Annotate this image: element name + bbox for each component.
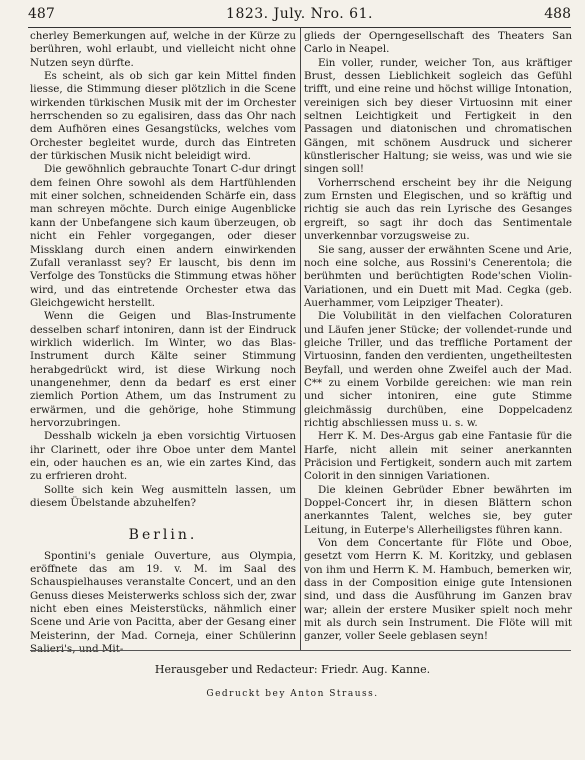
paragraph: Wenn die Geigen und Blas-Instrumente desselben scharf intoniren, dann ist der Eindruck wirklich widerlich. Im Winter, wo das Blas-Instrument durch Kälte seiner Stimmung herabgedrückt wird, ist diese Wirkung noch unangenehmer, denn da bedarf es erst einer ziemlich Portion Athem, um das Instrument zu erwärmen, und die gehörige, hohe Stimmung hervorzubringen. — [30, 310, 296, 429]
footer-rule — [30, 650, 571, 651]
paragraph: Herr K. M. Des-Argus gab eine Fantasie für die Harfe, nicht allein mit seiner anerkannten Präcision und Fertigkeit, sondern auch mit zartem Colorit in den sinnigen Variationen. — [304, 430, 572, 483]
printer-line: Gedruckt bey Anton Strauss. — [206, 689, 379, 699]
paragraph: Desshalb wickeln ja eben vorsichtig Virtuosen ihr Clarinett, oder ihre Oboe unter dem Mantel ein, oder hauchen es an, wie ein zartes Kind, das zu erfrieren droht. — [30, 430, 296, 483]
right-column — [304, 30, 572, 644]
column-divider — [300, 28, 301, 650]
section-heading: Berlin. — [128, 527, 198, 544]
paragraph: Vorherrschend erscheint bey ihr die Neigung zum Ernsten und Elegischen, und so kräftig und richtig sie auch das rein Lyrische des Gesanges ergreift, so sagt ihr doch das Sentimentale unverkennbar vorzugsweise zu. — [304, 176, 572, 243]
paragraph: Die kleinen Gebrüder Ebner bewährten im Doppel-Concert ihr, in diesen Blättern schon anerkanntes Talent, welches sie, bey guter Leitung, in Euterpe's Allerheiligstes führen kann. — [304, 483, 572, 536]
paragraph: Die gewöhnlich gebrauchte Tonart C-dur dringt dem feinen Ohre sowohl als dem Hartfühlenden mit einer solchen, schneidenden Schärfe ein, dass man schreyen möchte. Durch einige Augenblicke kann der Unbefangene sich kaum überzeugen, ob nicht ein Fehler vorgegangen, oder dieser Missklang durch einen andern einwirkenden Zufall veranlasst sey? Er lauscht, bis denn im Verfolge des Tonstücks die Stimmung etwas höher wird, und das eintretende Orchester etwa das Gleichgewicht herstellt. — [30, 163, 296, 309]
paragraph: cherley Bemerkungen auf, welche in der Kürze zu berühren, wohl erlaubt, und vielleicht nicht ohne Nutzen seyn dürfte. — [30, 30, 296, 69]
paragraph: Spontini's geniale Ouverture, aus Olympia, eröffnete das am 19. v. M. im Saal des Schauspielhauses veranstalte Concert, und an den Genuss dieses Meisterwerks schloss sich der, zwar nicht eben eines Meisterstücks, nähmlich einer Scene und Arie von Pacitta, aber der Gesang einer Meisterinn, der Mad. Corneja, einer Schülerinn Salieri's, und Mit- — [30, 549, 296, 656]
paragraph: Sollte sich kein Weg ausmitteln lassen, um diesem Übelstande abzuhelfen? — [30, 483, 296, 510]
paragraph: Sie sang, ausser der erwähnten Scene und Arie, noch eine solche, aus Rossini's Cenerentola; die berühmten und berüchtigten Rode'schen Violin-Variationen, und ein Duett mit Mad. Cegka (geb. Auerhammer, vom Leipziger Theater). — [304, 243, 572, 309]
issue-date: 1823. July. Nro. 61. — [226, 6, 373, 22]
page-number-left: 487 — [28, 6, 55, 22]
paragraph: glieds der Operngesellschaft des Theaters San Carlo in Neapel. — [304, 30, 572, 56]
editor-line: Herausgeber und Redacteur: Friedr. Aug. Kanne. — [154, 663, 431, 676]
paragraph: Die Volubilität in den vielfachen Coloraturen und Läufen jener Stücke; der vollendet-runde und gleiche Triller, und das treffliche Portament der Virtuosinn, fanden den verdienten, ungetheiltesten Beyfall, und werden ohne Zweifel auch der Mad. C** zu einem Vorbilde gereichen: wie man rein und sicher intoniren, eine gute Stimme gleichmässig durchüben, eine Doppelcadenz richtig abschliessen muss u. s. w. — [304, 310, 572, 429]
page-header — [28, 6, 571, 26]
page-number-right: 488 — [544, 6, 571, 22]
paragraph: Es scheint, als ob sich gar kein Mittel finden liesse, die Stimmung dieser plötzlich in die Scene wirkenden türkischen Musik mit der im Orchester herrschenden so zu egalisiren, dass das Ohr nach dem Aufhören eines Gesangstücks, welches vom Orchester begleitet wurde, durch das Eintreten der türkischen Musik nicht beleidigt wird. — [30, 70, 296, 163]
paragraph: Von dem Concertante für Flöte und Oboe, gesetzt vom Herrn K. M. Koritzky, und geblasen von ihm und Herrn K. M. Hambuch, bemerken wir, dass in der Composition einige gute Intensionen sind, und dass die Ausführung im Ganzen brav war; allein der erstere Musiker spielt noch mehr mit als durch sein Instrument. Die Flöte will mit ganzer, voller Seele geblasen seyn! — [304, 537, 572, 643]
left-column — [30, 30, 296, 656]
paragraph: Ein voller, runder, weicher Ton, aus kräftiger Brust, dessen Lieblichkeit sogleich das Gefühl trifft, und eine reine und höchst willige Intonation, vereinigen sich bey dieser Virtuosinn mit einer seltnen Leichtigkeit und Fertigkeit in den Passagen und diatonischen und chromatischen Gängen, mit schönem Ausdruck und sicherer künstlerischer Haltung; sie weiss, was und wie sie singen soll! — [304, 56, 572, 176]
